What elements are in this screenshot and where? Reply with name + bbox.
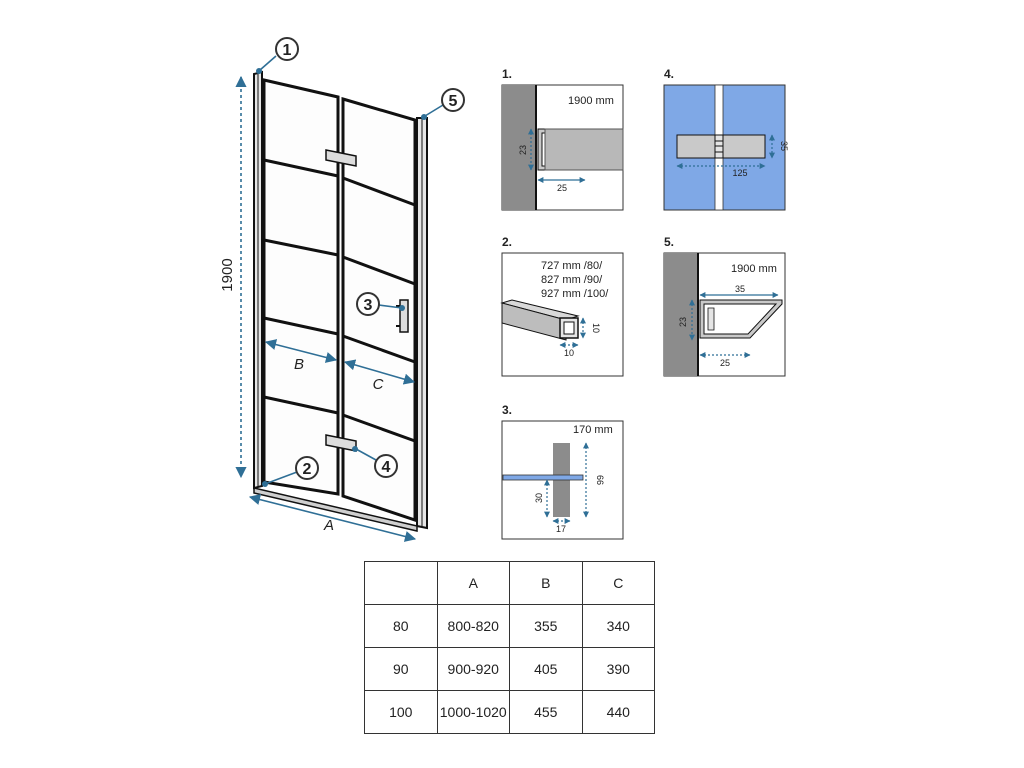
size-table [364, 561, 655, 734]
svg-text:5: 5 [448, 93, 458, 110]
table-cell: 90 [365, 648, 438, 691]
detail-3-length: 170 mm [573, 424, 613, 436]
svg-text:2: 2 [302, 461, 312, 478]
table-cell: 440 [582, 691, 655, 734]
height-label: 1900 [219, 258, 236, 292]
width-a-label: A [323, 517, 335, 534]
table-row [365, 605, 655, 648]
table-cell: 405 [510, 648, 583, 691]
table-row [365, 691, 655, 734]
svg-text:23: 23 [518, 144, 528, 156]
panel-b-label: B [293, 356, 305, 373]
svg-text:4: 4 [381, 459, 391, 476]
detail-3-glass [503, 475, 583, 480]
table-header-cell: C [582, 562, 655, 605]
detail-1-length: 1900 mm [568, 95, 614, 107]
table-header-cell [365, 562, 438, 605]
svg-text:125: 125 [732, 168, 748, 178]
table-header-cell: A [437, 562, 510, 605]
marker-5 [421, 89, 464, 120]
detail-4 [664, 67, 789, 210]
table-cell: 100 [365, 691, 438, 734]
detail-3 [502, 403, 623, 539]
detail-3-title: 3. [502, 403, 513, 417]
detail-2-length-3: 927 mm /100/ [541, 288, 609, 300]
table-cell: 800-820 [437, 605, 510, 648]
table-cell: 355 [510, 605, 583, 648]
detail-1 [502, 67, 623, 210]
detail-2 [502, 235, 623, 376]
table-header-cell: B [510, 562, 583, 605]
svg-text:10: 10 [591, 322, 601, 334]
detail-1-title: 1. [502, 67, 513, 81]
detail-5-length: 1900 mm [731, 263, 777, 275]
table-cell: 390 [582, 648, 655, 691]
detail-5 [664, 235, 785, 376]
svg-text:25: 25 [719, 358, 731, 368]
table-cell: 455 [510, 691, 583, 734]
svg-text:17: 17 [555, 524, 567, 534]
table-cell: 340 [582, 605, 655, 648]
svg-text:30: 30 [534, 492, 544, 504]
detail-2-length-2: 827 mm /90/ [541, 274, 603, 286]
svg-text:35: 35 [779, 140, 789, 152]
table-cell: 80 [365, 605, 438, 648]
svg-text:1: 1 [282, 42, 292, 59]
table-cell: 1000-1020 [437, 691, 510, 734]
svg-text:10: 10 [563, 348, 575, 358]
marker-1 [256, 38, 298, 74]
door-drawing [219, 38, 464, 539]
detail-5-title: 5. [664, 235, 675, 249]
table-cell: 900-920 [437, 648, 510, 691]
detail-5-wall [664, 253, 698, 376]
panel-c-label: C [372, 376, 384, 393]
detail-4-title: 4. [664, 67, 675, 81]
svg-text:35: 35 [734, 284, 746, 294]
svg-text:66: 66 [595, 474, 605, 486]
detail-2-title: 2. [502, 235, 513, 249]
svg-text:23: 23 [678, 316, 688, 328]
table-row [365, 648, 655, 691]
svg-text:25: 25 [556, 183, 568, 193]
left-door-panel [264, 80, 338, 494]
detail-2-length-1: 727 mm /80/ [541, 260, 603, 272]
table-header-row [365, 562, 655, 605]
svg-text:3: 3 [363, 297, 373, 314]
